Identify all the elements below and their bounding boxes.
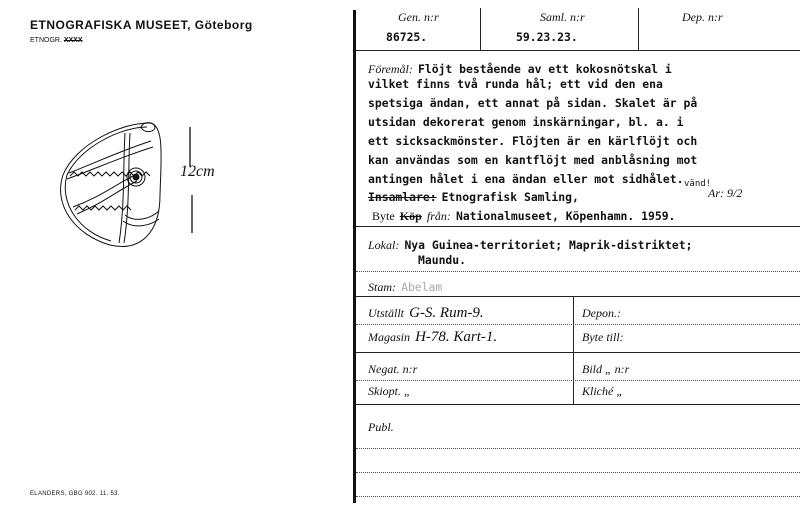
foremal-line-3: spetsiga ändan, ett annat på sidan. Skalet är på — [368, 96, 698, 110]
foremal-text-1: Flöjt bestående av ett kokosnötskal i — [417, 62, 672, 76]
stam-row — [368, 276, 442, 295]
etnogr-struck-text: XXXX — [63, 37, 83, 44]
magasin-value: H-78. Kart-1. — [415, 329, 498, 345]
utstallt-value: G-S. Rum-9. — [409, 305, 484, 321]
dots-publ-1 — [356, 448, 800, 449]
kop-struck: Köp — [399, 209, 422, 223]
dots-publ-3 — [356, 496, 800, 497]
etnogr-label — [30, 37, 83, 44]
ar-value: Ar: 9/2 — [708, 186, 743, 200]
vand-note: vänd! — [684, 179, 712, 189]
skiopt-label: Skiopt. „ — [368, 384, 411, 398]
insamlare-struck: Insamlare: — [368, 190, 437, 204]
saml-value: 59.23.23. — [516, 30, 578, 44]
lokal-line-2: Maundu. — [418, 253, 467, 267]
negat-label: Negat. n:r — [368, 362, 418, 376]
dots-utstallt — [356, 324, 800, 325]
saml-label: Saml. n:r — [540, 10, 585, 24]
kliche-label: Kliché „ — [582, 384, 623, 398]
size-note: 12cm — [180, 163, 215, 180]
rule-under-storage — [356, 352, 800, 353]
depon-label: Depon.: — [582, 306, 621, 320]
header-sep-1 — [480, 8, 481, 50]
foremal-line-6: kan användas som en kantflöjt med anblåsning mot — [368, 153, 698, 167]
byte-label: Byte — [372, 209, 395, 223]
dots-publ-2 — [356, 472, 800, 473]
foremal-text-9: Nationalmuseet, Köpenhamn. 1959. — [455, 209, 676, 223]
dots-negat — [356, 380, 800, 381]
foremal-line-5: ett sicksackmönster. Flöjten är en kärlflöjt och — [368, 134, 698, 148]
printer-note: ELANDERS, GBG 902. 11. 53. — [30, 491, 120, 497]
flute-band-lower — [73, 175, 135, 207]
museum-heading: ETNOGRAFISKA MUSEET, Göteborg — [30, 18, 253, 32]
utstallt-row — [368, 302, 484, 322]
foremal-line-9 — [372, 205, 800, 224]
foremal-line-2: vilket finns två runda hål; ett vid den ena — [368, 77, 663, 91]
flute-lower-band — [125, 211, 159, 219]
flute-body-inner — [65, 127, 147, 241]
magasin-row — [368, 326, 497, 346]
photo-sep — [573, 352, 574, 404]
rule-under-stam — [356, 296, 800, 297]
rule-under-foremal — [356, 226, 800, 227]
header-sep-2 — [638, 8, 639, 50]
flute-lower-band-2 — [123, 219, 159, 226]
flute-body-outline — [61, 123, 162, 246]
foremal-text-8: Etnografisk Samling, — [441, 190, 579, 204]
lokal-line-1 — [368, 234, 800, 253]
utstallt-label: Utställt — [368, 306, 405, 320]
foremal-line-1 — [368, 58, 800, 77]
bild-label: Bild „ n:r — [582, 362, 630, 376]
fran-label: från: — [426, 209, 451, 223]
rule-under-header — [356, 50, 800, 51]
stam-value: Abelam — [401, 280, 443, 294]
gen-label: Gen. n:r — [398, 10, 439, 24]
rule-under-photo — [356, 404, 800, 405]
publ-label: Publ. — [368, 420, 394, 434]
gen-value: 86725. — [386, 30, 428, 44]
lokal-label: Lokal: — [368, 238, 400, 252]
foremal-label: Föremål: — [368, 62, 413, 76]
lokal-text-1: Nya Guinea-territoriet; Maprik-distriktet; — [404, 238, 693, 252]
foremal-line-4: utsidan dekorerat genom inskärningar, bl. a. i — [368, 115, 684, 129]
byte-till-label: Byte till: — [582, 330, 624, 344]
foremal-line-7: antingen hålet i ena ändan eller mot sidhålet. — [368, 172, 684, 186]
stam-label: Stam: — [368, 280, 396, 294]
etnogr-text: ETNOGR. — [30, 37, 62, 44]
card-divider — [353, 10, 356, 503]
dots-lokal — [356, 271, 800, 272]
flute-drawing — [55, 115, 255, 265]
magasin-label: Magasin — [368, 330, 410, 344]
flute-side-hole — [133, 174, 140, 181]
dep-label: Dep. n:r — [682, 10, 723, 24]
